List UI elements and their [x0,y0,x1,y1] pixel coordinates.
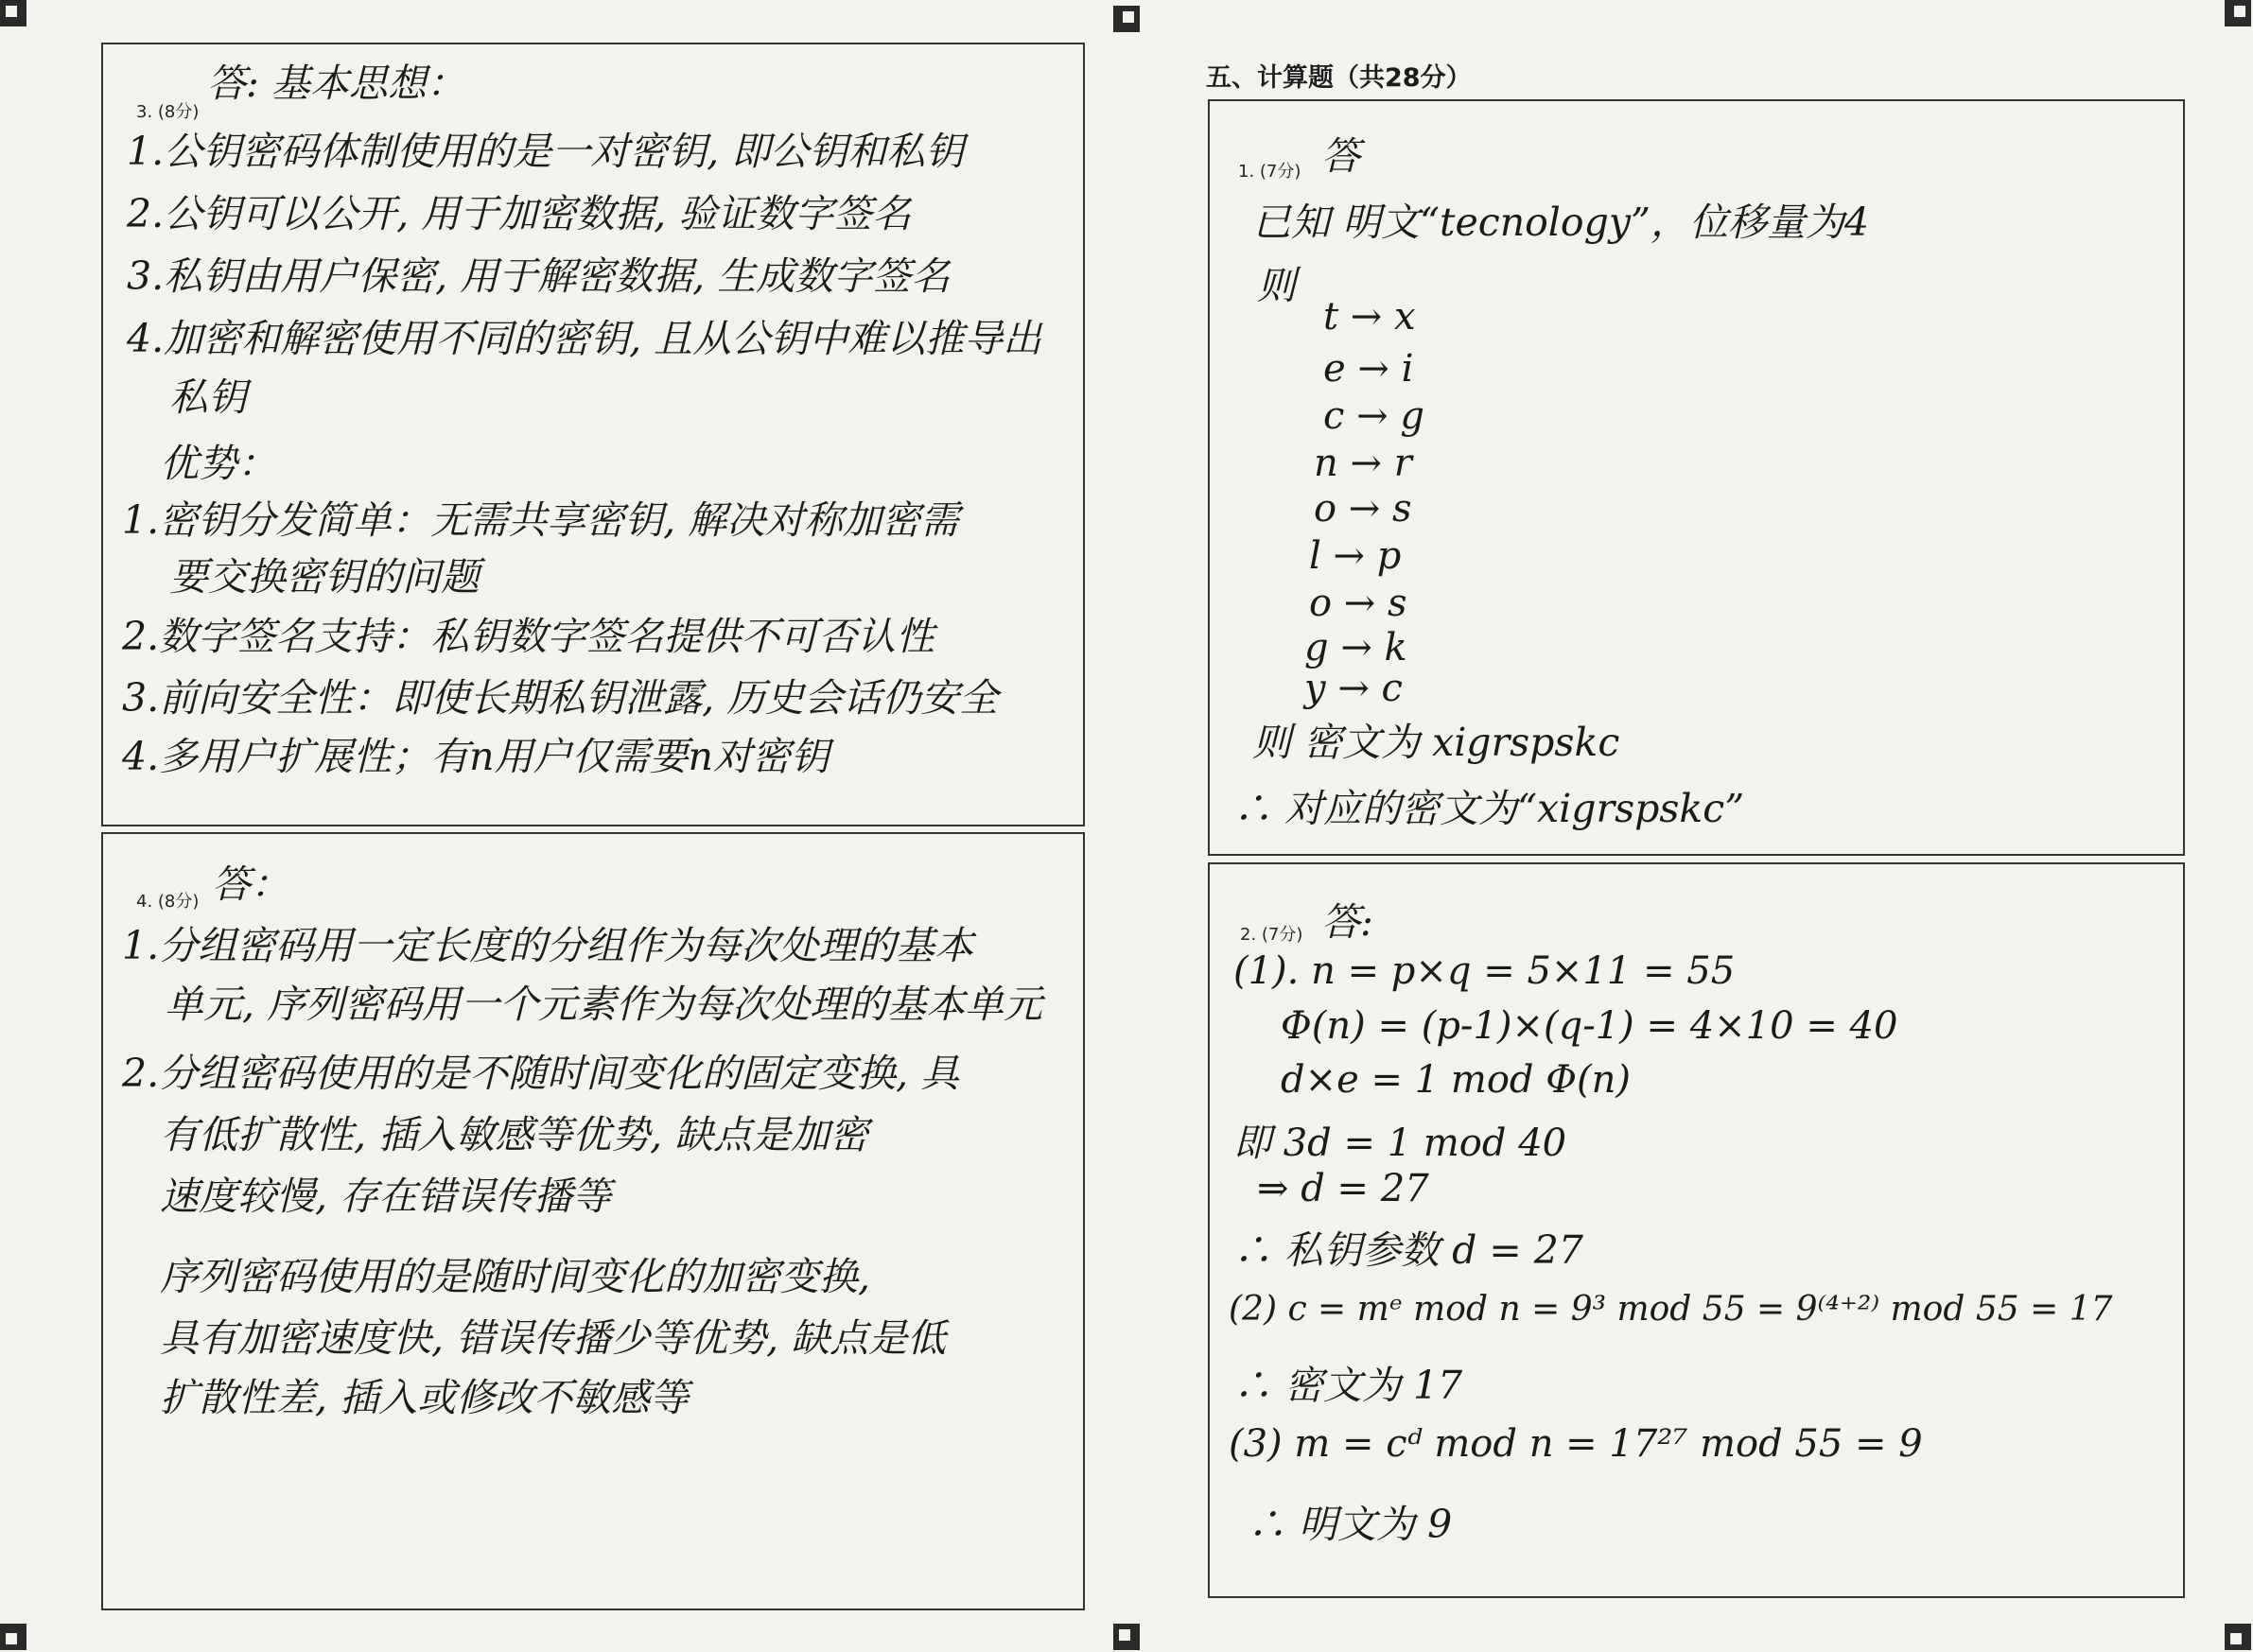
answer-heading: 答: [1321,899,1373,945]
corner-marker-top-right [2225,0,2251,26]
answer-line: 3.私钥由用户保密, 用于解密数据, 生成数字签名 [127,253,951,299]
cipher-mapping: e → i [1323,347,1414,391]
calc-line: 即 3d = 1 mod 40 [1233,1122,1567,1165]
corner-marker-bottom-right [2225,1624,2251,1650]
cipher-mapping: t → x [1323,295,1416,339]
question-label: 3. (8分) [136,102,200,122]
answer-line: 具有加密速度快, 错误传播少等优势, 缺点是低 [160,1315,947,1361]
calc-line: (1). n = p×q = 5×11 = 55 [1233,949,1736,993]
cipher-mapping: y → c [1304,667,1403,710]
answer-conclusion: ∴ 对应的密文为“xigrspskc” [1233,786,1745,831]
cipher-mapping: o → s [1314,487,1412,530]
answer-heading: 优势： [160,441,276,486]
answer-line: 私钥 [169,374,247,420]
answer-line: 1.分组密码用一定长度的分组作为每次处理的基本 [122,923,974,968]
answer-line: 2.分组密码使用的是不随时间变化的固定变换, 具 [122,1051,960,1096]
cipher-mapping: n → r [1314,442,1412,485]
answer-line: 有低扩散性, 插入敏感等优势, 缺点是加密 [160,1112,869,1157]
calc-line: Φ(n) = (p-1)×(q-1) = 4×10 = 40 [1281,1004,1898,1048]
answer-line: 序列密码使用的是随时间变化的加密变换, [160,1254,871,1299]
cipher-mapping: g → k [1304,626,1407,669]
answer-line: 扩散性差, 插入或修改不敏感等 [160,1375,690,1420]
answer-line: 1.公钥密码体制使用的是一对密钥, 即公钥和私钥 [127,129,965,174]
answer-line: 3.前向安全性：即使长期私钥泄露, 历史会话仍安全 [122,675,999,721]
answer-box-calc-2 [1208,862,2185,1598]
answer-heading: 答： [212,861,289,907]
calc-line: (2) c = mᵉ mod n = 9³ mod 55 = 9⁽⁴⁺²⁾ mod 55 = 17 [1229,1290,2113,1329]
question-label: 1. (7分) [1238,162,1301,182]
answer-heading: 答: 基本思想： [207,61,465,106]
cipher-mapping: o → s [1309,582,1407,625]
question-label: 4. (8分) [136,892,200,912]
answer-line: 要交换密钥的问题 [169,554,480,600]
answer-line: 1.密钥分发简单：无需共享密钥, 解决对称加密需 [122,497,960,543]
calc-line: ∴ 私钥参数 d = 27 [1233,1227,1583,1273]
answer-box-q3 [101,43,1085,826]
section-title: 五、计算题（共28分） [1206,63,1472,93]
answer-conclusion: ∴ 明文为 9 [1248,1502,1453,1547]
answer-line: 4.多用户扩展性；有n用户仅需要n对密钥 [122,734,830,779]
answer-line: 2.数字签名支持：私钥数字签名提供不可否认性 [122,614,935,659]
answer-line: 速度较慢, 存在错误传播等 [160,1174,612,1219]
alignment-marker-bottom-center [1113,1624,1140,1650]
answer-line: 则 密文为 xigrspskc [1252,720,1620,765]
answer-line: 已知 明文“tecnology”，位移量为4 [1252,200,1870,245]
calc-line: ⇒ d = 27 [1257,1167,1429,1210]
question-label: 2. (7分) [1240,925,1303,945]
corner-marker-bottom-left [0,1624,26,1650]
answer-line: 2.公钥可以公开, 用于加密数据, 验证数字签名 [127,191,912,236]
answer-line: 单元, 序列密码用一个元素作为每次处理的基本单元 [165,982,1043,1027]
answer-line: 4.加密和解密使用不同的密钥, 且从公钥中难以推导出 [127,316,1042,361]
cipher-mapping: l → p [1309,534,1402,578]
answer-line: 则 [1257,263,1296,308]
cipher-mapping: c → g [1323,394,1424,438]
answer-box-q4 [101,832,1085,1610]
answer-box-calc-1 [1208,99,2185,856]
corner-marker-top-left [0,0,26,26]
calc-line: (3) m = cᵈ mod n = 17²⁷ mod 55 = 9 [1229,1422,1923,1466]
alignment-marker-top-center [1113,6,1140,32]
answer-heading: 答 [1321,133,1360,179]
calc-line: d×e = 1 mod Φ(n) [1281,1058,1631,1102]
calc-line: ∴ 密文为 17 [1233,1363,1463,1408]
